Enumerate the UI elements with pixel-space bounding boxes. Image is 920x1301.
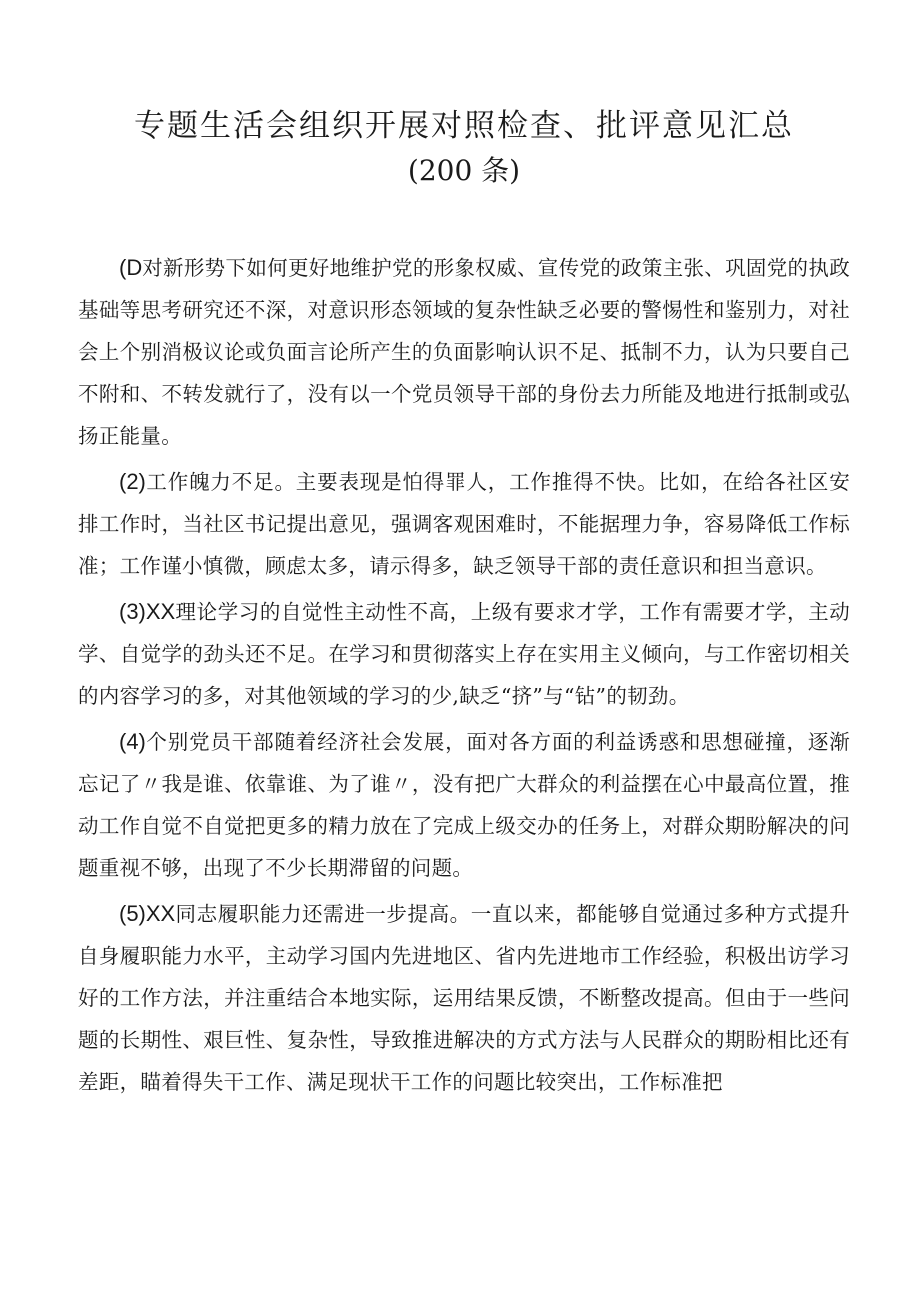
list-item bbox=[78, 461, 850, 587]
list-item bbox=[78, 591, 850, 717]
item-text: 对新形势下如何更好地维护党的形象权威、宣传党的政策主张、巩固党的执政基础等思考研究还不深，对意识形态领域的复杂性缺乏必要的警惕性和鉴别力，对社会上个别消极议论或负面言论所产生的负面影响认识不足、抵制不力，认为只要自己不附和、不转发就行了，没有以一个党员领导干部的身份去力所能及地进行抵制或弘扬正能量。 bbox=[78, 256, 850, 448]
item-text: 理论学习的自觉性主动性不高，上级有要求才学，工作有需要才学，主动学、自觉学的劲头还不足。在学习和贯彻落实上存在实用主义倾向，与工作密切相关的内容学习的多，对其他领域的学习的少,缺乏“挤”与“钻”的韧劲。 bbox=[78, 600, 850, 708]
list-item bbox=[78, 721, 850, 889]
item-list bbox=[78, 247, 850, 1103]
list-item bbox=[78, 893, 850, 1103]
item-number: (2) bbox=[119, 469, 146, 494]
list-item bbox=[78, 247, 850, 457]
item-number: (D bbox=[119, 255, 143, 280]
item-text: 工作魄力不足。主要表现是怕得罪人，工作推得不快。比如，在给各社区安排工作时，当社区书记提出意见，强调客观困难时，不能据理力争，容易降低工作标准；工作谨小慎微，顾虑太多，请示得多，缺乏领导干部的责任意识和担当意识。 bbox=[78, 470, 850, 578]
document-title bbox=[78, 102, 850, 190]
item-number: (4) bbox=[119, 729, 146, 754]
item-text: 个别党员干部随着经济社会发展，面对各方面的利益诱惑和思想碰撞，逐渐忘记了〃我是谁、依靠谁、为了谁〃，没有把广大群众的利益摆在心中最高位置，推动工作自觉不自觉把更多的精力放在了完成上级交办的任务上，对群众期盼解决的问题重视不够，出现了不少长期滞留的问题。 bbox=[78, 730, 850, 880]
item-number: (3)XX bbox=[119, 599, 176, 624]
title-line-1: 专题生活会组织开展对照检查、批评意见汇总 bbox=[134, 108, 794, 144]
title-line-2: (200 条) bbox=[407, 154, 521, 187]
item-number: (5)XX bbox=[119, 901, 176, 926]
item-text: 同志履职能力还需进一步提高。一直以来，都能够自觉通过多种方式提升自身履职能力水平，主动学习国内先进地区、省内先进地市工作经验，积极出访学习好的工作方法，并注重结合本地实际，运用结果反馈，不断整改提高。但由于一些问题的长期性、艰巨性、复杂性，导致推进解决的方式方法与人民群众的期盼相比还有差距，瞄着得失干工作、满足现状干工作的问题比较突出，工作标准把 bbox=[78, 902, 850, 1094]
